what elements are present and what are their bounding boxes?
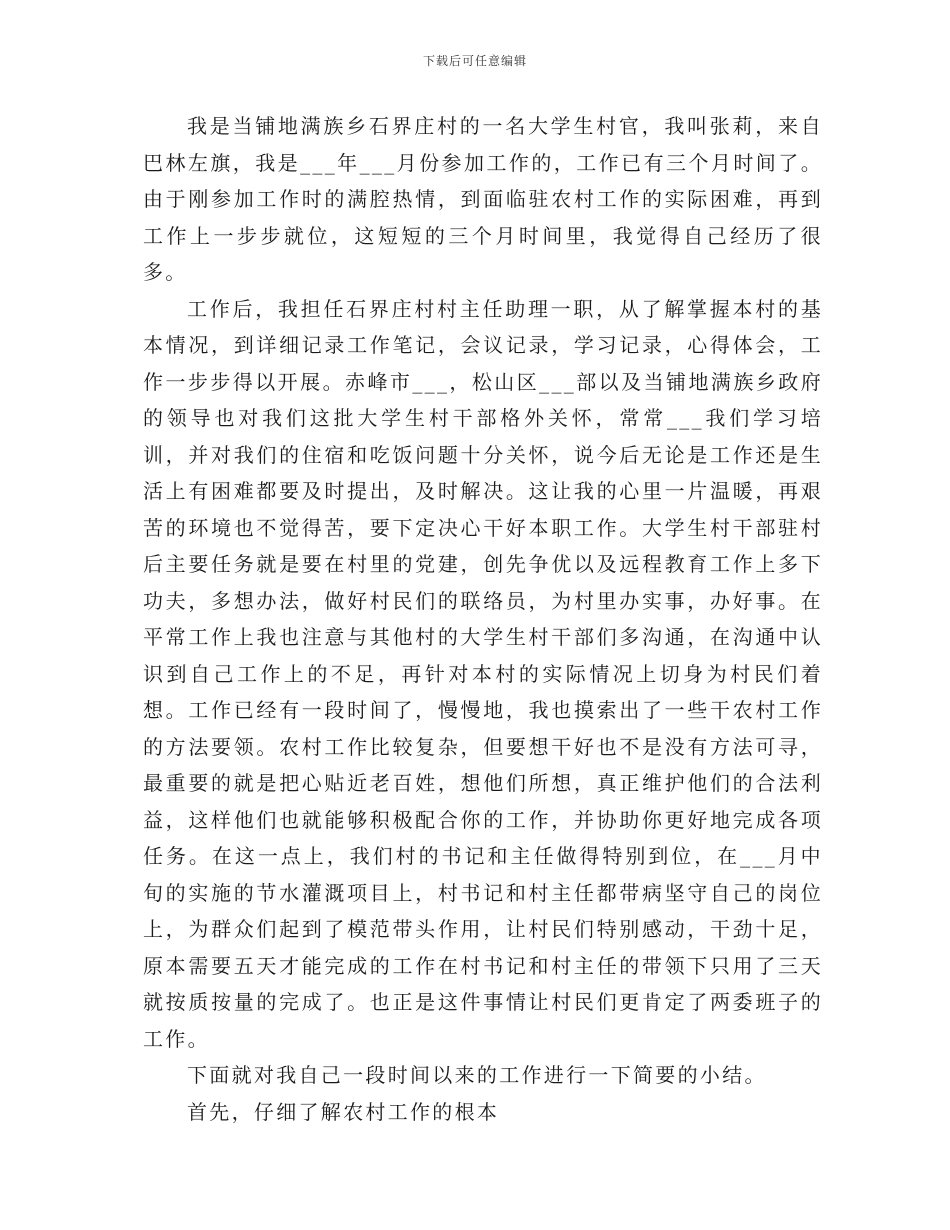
paragraph-work-experience: 工作后，我担任石界庄村村主任助理一职，从了解掌握本村的基本情况，到详细记录工作笔记，会议记录，学习记录，心得体会，工作一步步得以开展。赤峰市___，松山区___部以及当铺地满族乡政府的领导也对我们这批大学生村干部格外关怀，常常___我们学习培训，并对我们的住宿和吃饭问题十分关怀，说今后无论是工作还是生活上有困难都要及时提出，及时解决。这让我的心里一片温暖，再艰苦的环境也不觉得苦，要下定决心干好本职工作。大学生村干部驻村后主要任务就是要在村里的党建，创先争优以及远程教育工作上多下功夫，多想办法，做好村民们的联络员，为村里办实事，办好事。在平常工作上我也注意与其他村的大学生村干部们多沟通，在沟通中认识到自己工作上的不足，再针对本村的实际情况上切身为村民们着想。工作已经有一段时间了，慢慢地，我也摸索出了一些干农村工作的方法要领。农村工作比较复杂，但要想干好也不是没有方法可寻，最重要的就是把心贴近老百姓，想他们所想，真正维护他们的合法利益，这样他们也就能够积极配合你的工作，并协助你更好地完成各项任务。在这一点上，我们村的书记和主任做得特别到位，在___月中旬的实施的节水灌溉项目上，村书记和村主任都带病坚守自己的岗位上，为群众们起到了模范带头作用，让村民们特别感动，干劲十足，原本需要五天才能完成的工作在村书记和村主任的带领下只用了三天就按质按量的完成了。也正是这件事情让村民们更肯定了两委班子的工作。 [143,296,823,1051]
page-header-note: 下载后可任意编辑 [422,54,527,68]
paragraph-intro: 我是当铺地满族乡石界庄村的一名大学生村官，我叫张莉，来自巴林左旗，我是___年___月份参加工作的，工作已有三个月时间了。由于刚参加工作时的满腔热情，到面临驻农村工作的实际困难，再到工作上一步步就位，这短短的三个月时间里，我觉得自己经历了很多。 [143,114,823,284]
document-body [143,108,823,1130]
paragraph-first-point: 首先，仔细了解农村工作的根本 [187,1099,500,1124]
paragraph-summary-lead: 下面就对我自己一段时间以来的工作进行一下简要的小结。 [187,1063,767,1087]
